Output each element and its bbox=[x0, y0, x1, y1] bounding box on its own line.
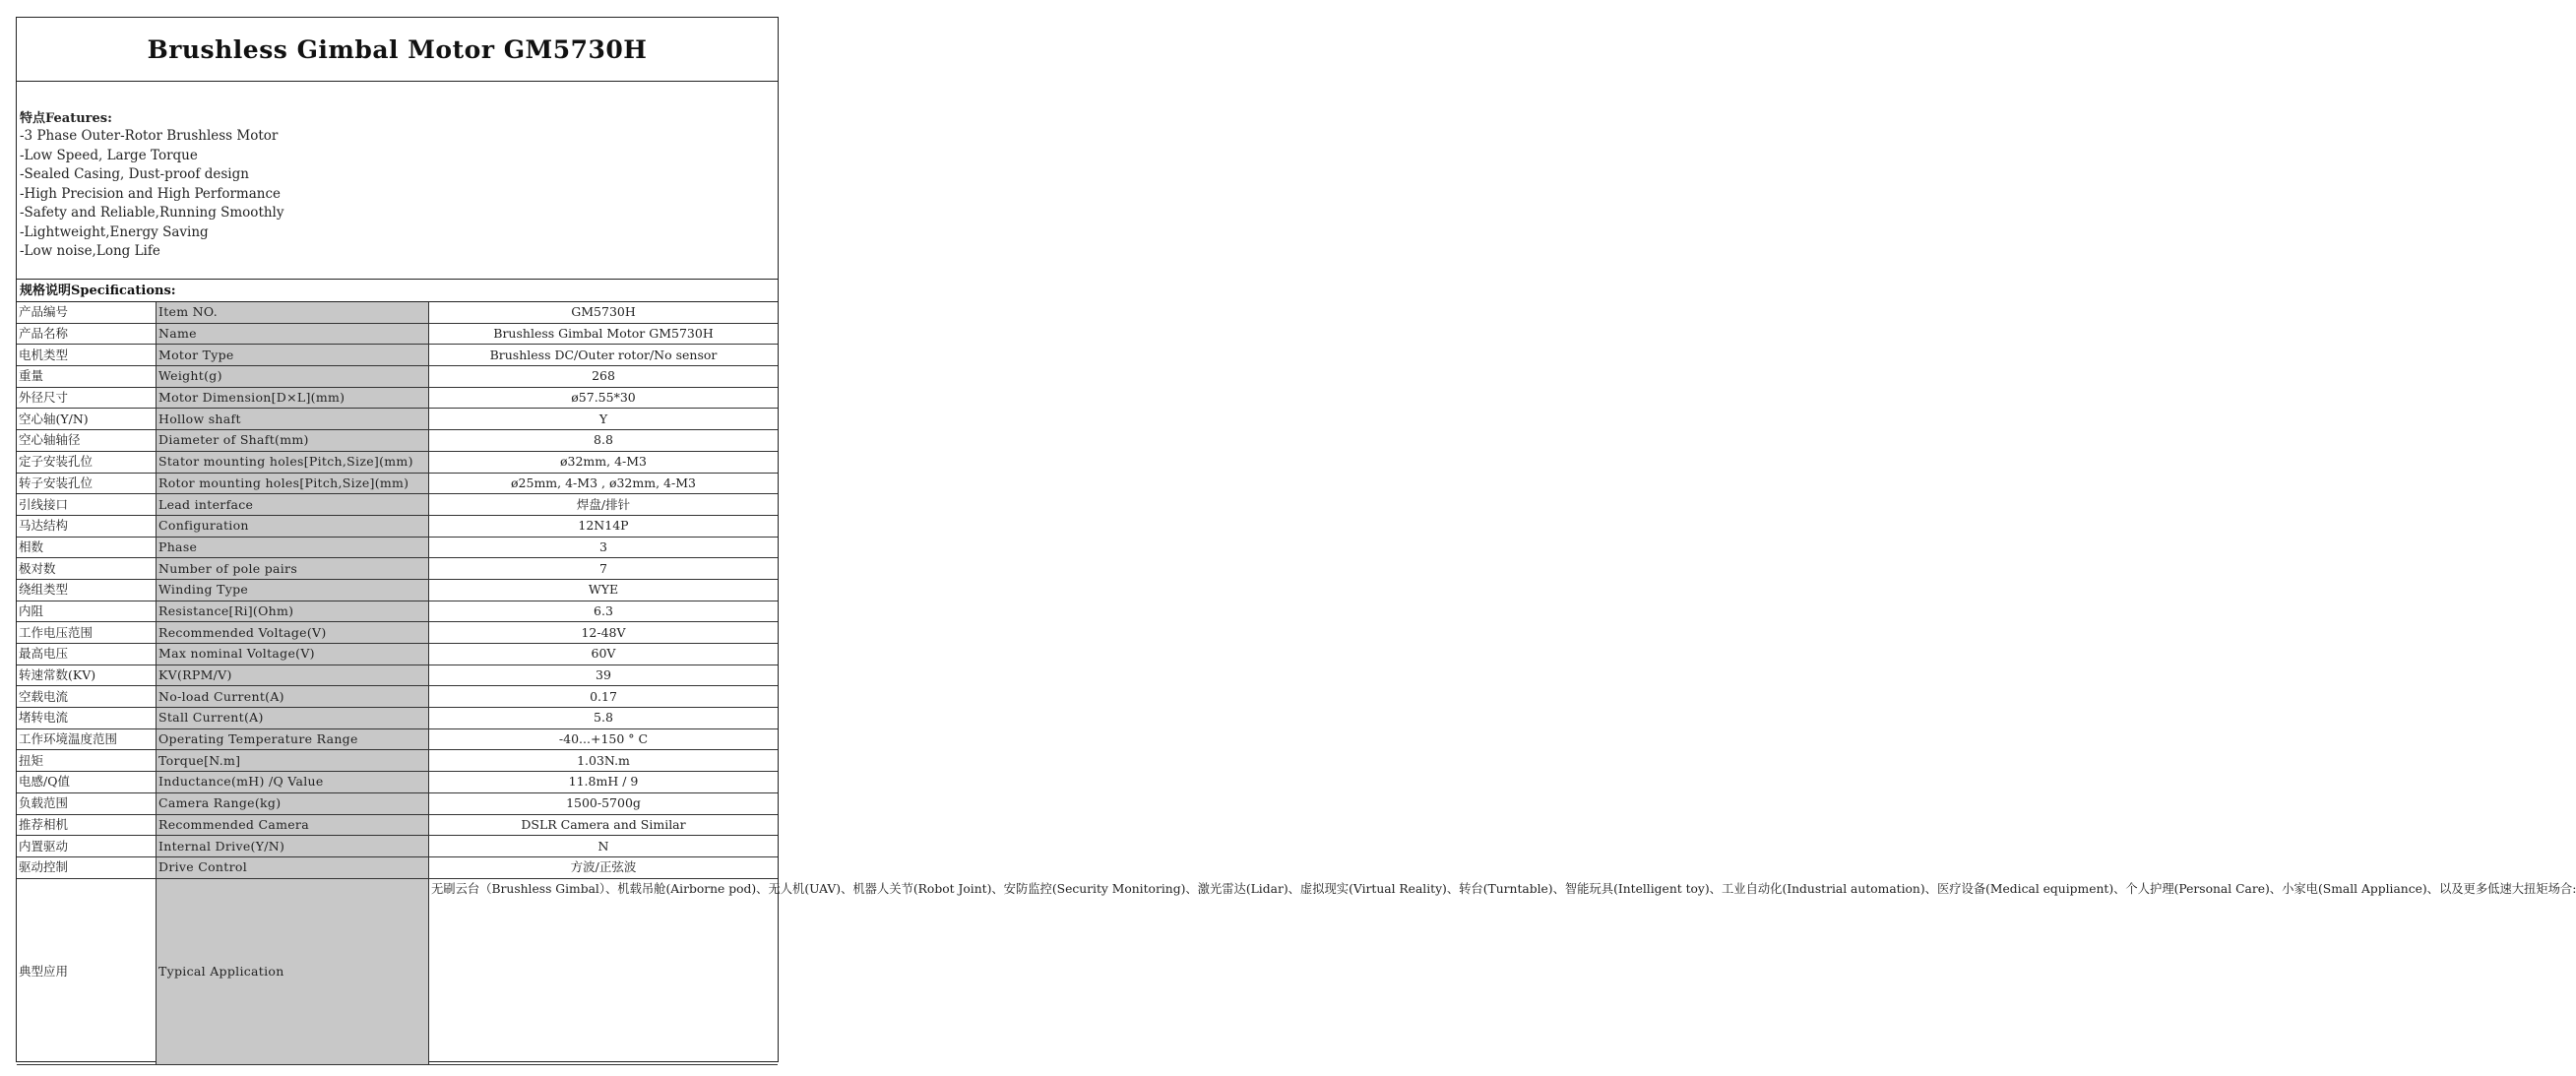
spec-label-en: Inductance(mH) /Q Value bbox=[157, 772, 429, 793]
feature-item: -Lightweight,Energy Saving bbox=[20, 223, 209, 240]
feature-item: -Low Speed, Large Torque bbox=[20, 147, 198, 163]
spec-row bbox=[17, 387, 778, 409]
spec-row bbox=[17, 686, 778, 708]
spec-value: ø57.55*30 bbox=[429, 387, 779, 409]
spec-value: 1.03N.m bbox=[429, 750, 779, 772]
spec-label-en: Resistance[Ri](Ohm) bbox=[157, 601, 429, 622]
spec-value: Y bbox=[429, 409, 779, 430]
features-heading: 特点Features: bbox=[20, 111, 112, 126]
spec-row bbox=[17, 644, 778, 665]
spec-sheet bbox=[16, 17, 2576, 1062]
spec-label-en: Phase bbox=[157, 537, 429, 558]
spec-label-en: Drive Control bbox=[157, 856, 429, 878]
spec-row bbox=[17, 473, 778, 494]
spec-label-cn: 引线接口 bbox=[17, 494, 157, 516]
spec-value: 焊盘/排针 bbox=[429, 494, 779, 516]
spec-label-en: Item NO. bbox=[157, 302, 429, 323]
spec-value: Brushless DC/Outer rotor/No sensor bbox=[429, 345, 779, 366]
spec-label-en: Motor Type bbox=[157, 345, 429, 366]
spec-value: 268 bbox=[429, 366, 779, 388]
spec-label-en: Lead interface bbox=[157, 494, 429, 516]
spec-value: Brushless Gimbal Motor GM5730H bbox=[429, 323, 779, 345]
spec-row bbox=[17, 836, 778, 857]
spec-label-cn: 内阻 bbox=[17, 601, 157, 622]
spec-label-cn: 外径尺寸 bbox=[17, 387, 157, 409]
spec-label-en: Camera Range(kg) bbox=[157, 792, 429, 814]
spec-value: N bbox=[429, 836, 779, 857]
spec-label-en: Stall Current(A) bbox=[157, 708, 429, 729]
spec-row bbox=[17, 579, 778, 601]
spec-row bbox=[17, 601, 778, 622]
spec-label-en: Stator mounting holes[Pitch,Size](mm) bbox=[157, 451, 429, 473]
spec-row bbox=[17, 792, 778, 814]
spec-label-cn: 产品名称 bbox=[17, 323, 157, 345]
spec-label-cn: 电机类型 bbox=[17, 345, 157, 366]
spec-label-cn: 马达结构 bbox=[17, 515, 157, 537]
spec-row bbox=[17, 515, 778, 537]
spec-label-cn: 产品编号 bbox=[17, 302, 157, 323]
spec-value: WYE bbox=[429, 579, 779, 601]
spec-value: ø32mm, 4-M3 bbox=[429, 451, 779, 473]
spec-row bbox=[17, 366, 778, 388]
spec-value: DSLR Camera and Similar bbox=[429, 814, 779, 836]
specifications-heading: 规格说明Specifications: bbox=[17, 280, 778, 302]
spec-value: 12-48V bbox=[429, 622, 779, 644]
spec-label-en: Configuration bbox=[157, 515, 429, 537]
document-title: Brushless Gimbal Motor GM5730H bbox=[147, 34, 648, 64]
spec-label-en: Hollow shaft bbox=[157, 409, 429, 430]
features-section bbox=[17, 82, 778, 280]
spec-value: 60V bbox=[429, 644, 779, 665]
feature-item: -Safety and Reliable,Running Smoothly bbox=[20, 205, 284, 221]
spec-label-cn: 扭矩 bbox=[17, 750, 157, 772]
spec-row bbox=[17, 750, 778, 772]
feature-item: -High Precision and High Performance bbox=[20, 185, 282, 202]
spec-value: 无刷云台（Brushless Gimbal）、机载吊舱(Airborne pod)、无人机(UAV)、机器人关节(Robot Joint)、安防监控(Security Monitoring)、激光雷达(Lidar)、虚拟现实(Virtual Reality)、转台(Turntable)、智能玩具(Intelligent toy)、工业自动化(Industrial automation)、医疗设备(Medical equipment)、个人护理(Personal Care)、小家电(Small Appliance)、以及更多低速大扭矩场合: bbox=[429, 878, 779, 1064]
spec-label-cn: 负载范围 bbox=[17, 792, 157, 814]
spec-label-cn: 空载电流 bbox=[17, 686, 157, 708]
spec-row bbox=[17, 302, 778, 323]
spec-value: -40...+150 ° C bbox=[429, 728, 779, 750]
spec-label-en: Recommended Camera bbox=[157, 814, 429, 836]
spec-label-en: Recommended Voltage(V) bbox=[157, 622, 429, 644]
spec-row bbox=[17, 558, 778, 580]
spec-row bbox=[17, 537, 778, 558]
spec-row bbox=[17, 451, 778, 473]
spec-value: 1500-5700g bbox=[429, 792, 779, 814]
spec-label-en: No-load Current(A) bbox=[157, 686, 429, 708]
spec-value: 8.8 bbox=[429, 430, 779, 452]
spec-label-en: Typical Application bbox=[157, 878, 429, 1064]
spec-row bbox=[17, 430, 778, 452]
spec-value: 7 bbox=[429, 558, 779, 580]
spec-label-cn: 极对数 bbox=[17, 558, 157, 580]
spec-label-en: Rotor mounting holes[Pitch,Size](mm) bbox=[157, 473, 429, 494]
spec-label-cn: 堵转电流 bbox=[17, 708, 157, 729]
spec-label-en: Max nominal Voltage(V) bbox=[157, 644, 429, 665]
spec-label-en: Diameter of Shaft(mm) bbox=[157, 430, 429, 452]
application-row bbox=[17, 878, 778, 1064]
spec-value: 5.8 bbox=[429, 708, 779, 729]
feature-item: -Low noise,Long Life bbox=[20, 243, 160, 259]
spec-label-cn: 相数 bbox=[17, 537, 157, 558]
spec-label-cn: 转速常数(KV) bbox=[17, 665, 157, 686]
spec-row bbox=[17, 409, 778, 430]
spec-label-cn: 工作环境温度范围 bbox=[17, 728, 157, 750]
spec-label-cn: 最高电压 bbox=[17, 644, 157, 665]
spec-label-cn: 典型应用 bbox=[17, 878, 157, 1064]
spec-label-cn: 定子安装孔位 bbox=[17, 451, 157, 473]
spec-value: 方波/正弦波 bbox=[429, 856, 779, 878]
spec-label-en: Name bbox=[157, 323, 429, 345]
spec-row bbox=[17, 772, 778, 793]
spec-row bbox=[17, 494, 778, 516]
spec-value: 39 bbox=[429, 665, 779, 686]
spec-label-en: Winding Type bbox=[157, 579, 429, 601]
spec-label-cn: 工作电压范围 bbox=[17, 622, 157, 644]
spec-row bbox=[17, 814, 778, 836]
spec-value: GM5730H bbox=[429, 302, 779, 323]
spec-label-cn: 推荐相机 bbox=[17, 814, 157, 836]
spec-label-cn: 空心轴(Y/N) bbox=[17, 409, 157, 430]
spec-label-cn: 驱动控制 bbox=[17, 856, 157, 878]
spec-label-en: Operating Temperature Range bbox=[157, 728, 429, 750]
feature-item: -3 Phase Outer-Rotor Brushless Motor bbox=[20, 128, 279, 144]
spec-label-en: Internal Drive(Y/N) bbox=[157, 836, 429, 857]
spec-label-en: Weight(g) bbox=[157, 366, 429, 388]
spec-value: 11.8mH / 9 bbox=[429, 772, 779, 793]
spec-label-cn: 绕组类型 bbox=[17, 579, 157, 601]
spec-label-en: KV(RPM/V) bbox=[157, 665, 429, 686]
spec-label-en: Torque[N.m] bbox=[157, 750, 429, 772]
spec-label-cn: 转子安装孔位 bbox=[17, 473, 157, 494]
spec-label-cn: 电感/Q值 bbox=[17, 772, 157, 793]
spec-value: ø25mm, 4-M3 , ø32mm, 4-M3 bbox=[429, 473, 779, 494]
spec-row bbox=[17, 728, 778, 750]
spec-label-cn: 内置驱动 bbox=[17, 836, 157, 857]
spec-value: 6.3 bbox=[429, 601, 779, 622]
spec-label-cn: 空心轴轴径 bbox=[17, 430, 157, 452]
spec-value: 12N14P bbox=[429, 515, 779, 537]
spec-label-en: Motor Dimension[D×L](mm) bbox=[157, 387, 429, 409]
spec-value: 3 bbox=[429, 537, 779, 558]
title-row bbox=[17, 18, 778, 82]
spec-row bbox=[17, 856, 778, 878]
spec-row bbox=[17, 622, 778, 644]
feature-item: -Sealed Casing, Dust-proof design bbox=[20, 166, 249, 182]
specifications-body bbox=[17, 302, 2576, 1064]
spec-label-cn: 重量 bbox=[17, 366, 157, 388]
specifications-table bbox=[17, 302, 2576, 1065]
spec-value: 0.17 bbox=[429, 686, 779, 708]
spec-row bbox=[17, 708, 778, 729]
spec-row bbox=[17, 323, 778, 345]
spec-row bbox=[17, 345, 778, 366]
spec-row bbox=[17, 665, 778, 686]
spec-label-en: Number of pole pairs bbox=[157, 558, 429, 580]
